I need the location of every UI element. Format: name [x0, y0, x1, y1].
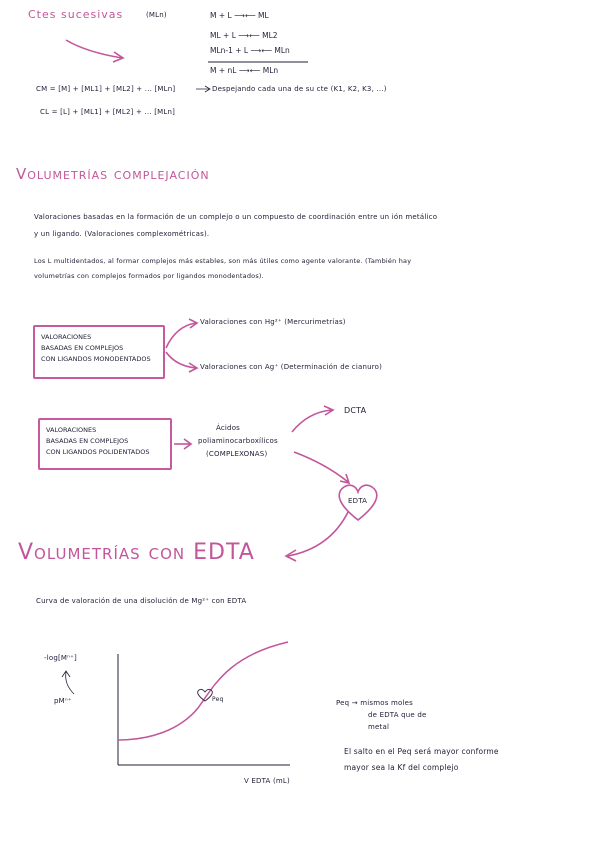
section-title-complejacion: Volumetrías complejación	[16, 165, 210, 183]
peq-note-line-2: de EDTA que de	[368, 711, 427, 719]
curve-ylabel: -log[Mⁿ⁺]	[44, 654, 77, 662]
salto-note-line-1: El salto en el Peq será mayor conforme	[344, 747, 499, 756]
equilibrium-3: MLn-1 + L ⟶⟵ MLn	[210, 46, 290, 55]
branch-dcta: DCTA	[344, 406, 367, 415]
curve-caption: Curva de valoración de una disolución de Mg²⁺ con EDTA	[36, 597, 247, 605]
ctes-subtitle: (MLn)	[146, 11, 167, 19]
curve-xlabel: V EDTA (mL)	[244, 777, 290, 785]
peq-marker-label: Peq	[212, 696, 224, 703]
paragraph-1-line-1: Valoraciones basadas en la formación de un complejo o un compuesto de coordinación entre un ión metálico	[34, 213, 438, 221]
box-monodentados-line-1: VALORACIONES	[41, 333, 92, 341]
pink-arrow-ctes	[66, 40, 122, 58]
branch-mercurimetrias: Valoraciones con Hg²⁺ (Mercurimetrías)	[200, 318, 346, 326]
paragraph-2-line-2: volumetrías con complejos formados por ligandos monodentados).	[34, 272, 264, 280]
mass-balance-ligand: CL = [L] + [ML1] + [ML2] + ... [MLn]	[40, 108, 176, 116]
peq-note-line-3: metal	[368, 723, 390, 731]
equilibrium-sum: M + nL ⟶⟵ MLn	[210, 66, 279, 75]
section-title-edta: Volumetrías con EDTA	[18, 540, 255, 565]
complexonas-line-1: Ácidos	[216, 424, 241, 432]
box-polidentados-line-1: VALORACIONES	[46, 426, 97, 434]
peq-note-line-1: Peq → mismos moles	[336, 699, 414, 707]
arrow-edta-to-title	[288, 512, 348, 556]
paragraph-1-line-2: y un ligando. (Valoraciones complexométricas).	[34, 230, 210, 238]
arrow-to-dcta	[292, 410, 332, 432]
salto-note-line-2: mayor sea la Kf del complejo	[344, 763, 459, 772]
mass-balance-note: Despejando cada una de su cte (K1, K2, K3, ...)	[212, 85, 387, 93]
mass-balance-metal: CM = [M] + [ML1] + [ML2] + ... [MLn]	[36, 85, 176, 93]
box-monodentados-line-3: CON LIGANDOS MONODENTADOS	[41, 355, 151, 363]
complexonas-line-3: (COMPLEXONAS)	[206, 450, 268, 458]
box-monodentados-line-2: BASADAS EN COMPLEJOS	[41, 344, 124, 352]
curve-ylabel-alt: pMⁿ⁺	[54, 697, 72, 705]
arrow-cianuro	[166, 352, 196, 368]
branch-cianuro: Valoraciones con Ag⁺ (Determinación de cianuro)	[200, 363, 383, 371]
branch-edta: EDTA	[348, 497, 368, 505]
equilibrium-1: M + L ⟶⟵ ML	[210, 11, 269, 20]
equilibrium-2: ML + L ⟶⟵ ML2	[210, 31, 278, 40]
arrow-to-edta	[294, 452, 348, 482]
titration-curve	[118, 642, 288, 740]
edta-heart	[339, 485, 377, 520]
ctes-title: Ctes sucesivas	[28, 8, 124, 21]
arrow-pm	[62, 671, 74, 694]
complexonas-line-2: poliaminocarboxílicos	[198, 437, 278, 445]
box-polidentados-line-2: BASADAS EN COMPLEJOS	[46, 437, 129, 445]
box-polidentados-line-3: CON LIGANDOS POLIDENTADOS	[46, 448, 150, 456]
paragraph-2-line-1: Los L multidentados, al formar complejos más estables, son más útiles como agente valorante. (También hay	[34, 257, 412, 265]
arrow-cm-note	[196, 86, 210, 92]
